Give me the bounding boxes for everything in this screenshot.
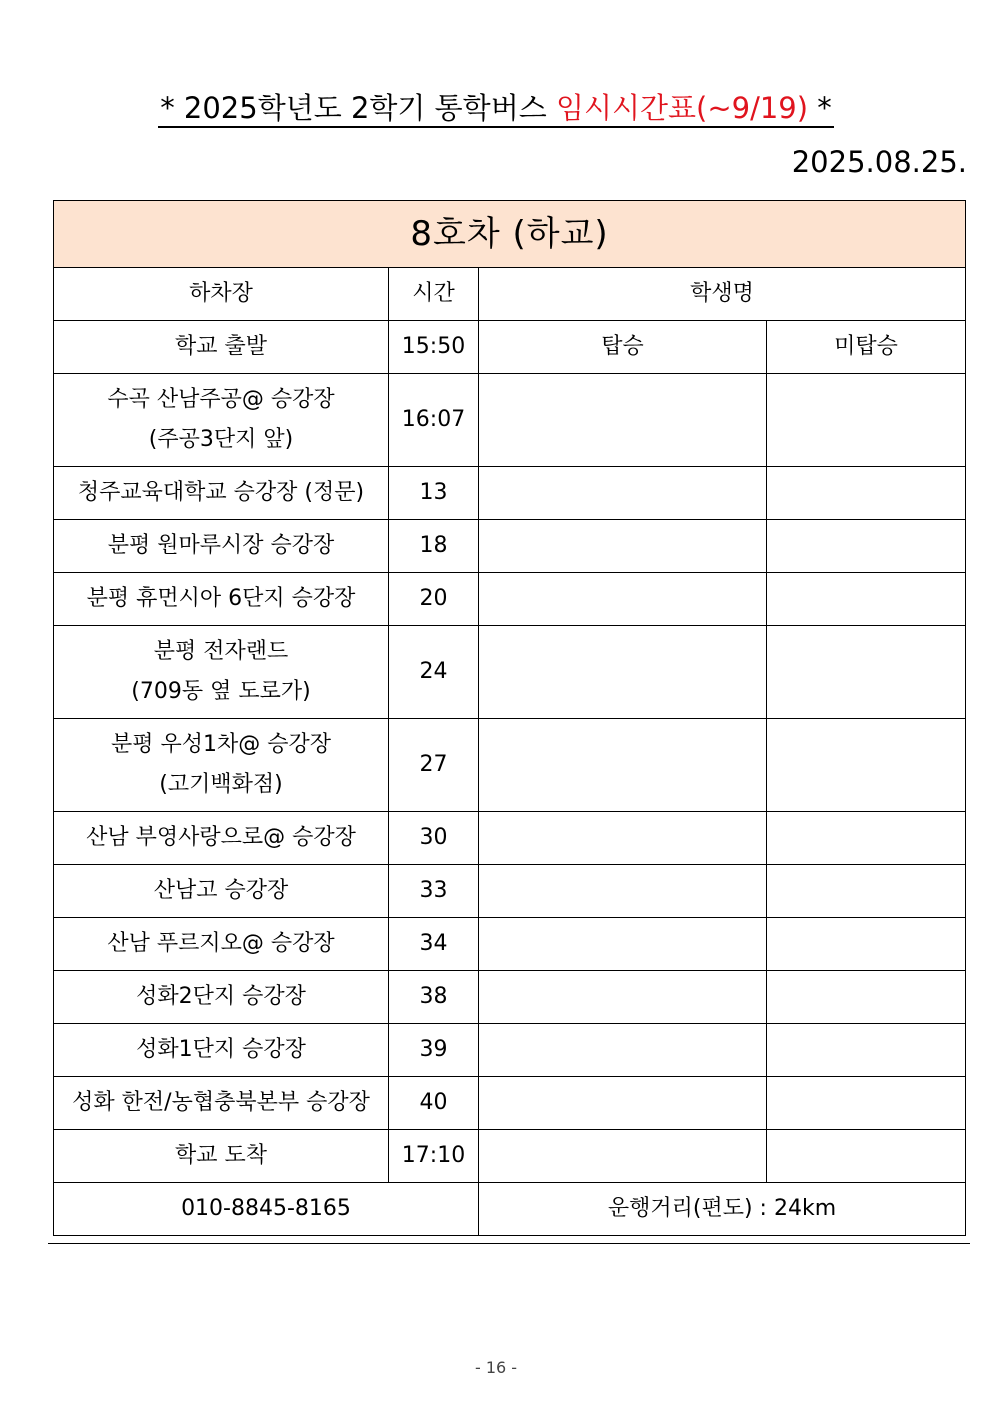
stop-name (54, 520, 389, 573)
arrival-row (54, 1130, 966, 1183)
stop-name (54, 573, 389, 626)
stop-time: 16:07 (389, 374, 479, 467)
route-distance: 운행거리(편도) : 24km (479, 1183, 966, 1236)
boarded-header: 탑승 (479, 321, 767, 374)
not-boarded-cell (767, 1024, 966, 1077)
stop-row (54, 520, 966, 573)
title-highlight: 임시시간표(~9/19) (555, 91, 809, 125)
arrival-stop: 학교 도착 (54, 1130, 389, 1183)
stop-name (54, 1024, 389, 1077)
stop-row (54, 573, 966, 626)
stop-name (54, 374, 389, 467)
stop-name (54, 626, 389, 719)
stop-time: 27 (389, 719, 479, 812)
boarded-cell (479, 865, 767, 918)
stop-name-line1: 성화2단지 승강장 (136, 984, 306, 1009)
stop-row (54, 1077, 966, 1130)
departure-row (54, 321, 966, 374)
not-boarded-cell (767, 971, 966, 1024)
bottom-rule (48, 1243, 970, 1244)
boarded-cell (479, 1024, 767, 1077)
stop-row (54, 719, 966, 812)
arrival-time: 17:10 (389, 1130, 479, 1183)
not-boarded-cell (767, 374, 966, 467)
stop-row (54, 812, 966, 865)
bus-name: 8호차 (하교) (54, 201, 966, 268)
stop-name-line1: 성화 한전/농협충북본부 승강장 (72, 1090, 370, 1115)
stop-time: 30 (389, 812, 479, 865)
not-boarded-cell (767, 626, 966, 719)
document-date: 2025.08.25. (791, 145, 967, 179)
stop-name (54, 865, 389, 918)
stop-name (54, 812, 389, 865)
page-number: - 16 - (474, 1358, 518, 1377)
stop-name-line1: 산남 부영사랑으로@ 승강장 (86, 825, 356, 850)
stop-name (54, 1077, 389, 1130)
stop-name-line1: 산남 푸르지오@ 승강장 (107, 931, 335, 956)
document-title (0, 88, 992, 128)
document-title-text (158, 90, 834, 128)
stop-name (54, 467, 389, 520)
stop-name-line1: 성화1단지 승강장 (136, 1037, 306, 1062)
boarded-cell (479, 520, 767, 573)
stop-row (54, 865, 966, 918)
not-boarded-cell (767, 1077, 966, 1130)
boarded-cell (479, 467, 767, 520)
stop-name-line1: 청주교육대학교 승강장 (정문) (77, 480, 365, 505)
stop-time: 24 (389, 626, 479, 719)
bus-header-row (54, 201, 966, 268)
departure-time: 15:50 (389, 321, 479, 374)
stop-name (54, 719, 389, 812)
stop-time: 39 (389, 1024, 479, 1077)
column-header-time: 시간 (389, 268, 479, 321)
column-header-row (54, 268, 966, 321)
stop-name-line1: 산남고 승강장 (153, 878, 289, 903)
column-header-student: 학생명 (479, 268, 966, 321)
boarded-cell (479, 719, 767, 812)
stop-time: 38 (389, 971, 479, 1024)
stop-name-line1: 수곡 산남주공@ 승강장 (107, 387, 335, 412)
not-boarded-cell (767, 918, 966, 971)
column-header-stop: 하차장 (54, 268, 389, 321)
stop-name-line1: 분평 원마루시장 승강장 (107, 533, 335, 558)
not-boarded-cell (767, 812, 966, 865)
stop-time: 20 (389, 573, 479, 626)
boarded-cell (479, 374, 767, 467)
boarded-cell (479, 971, 767, 1024)
not-boarded-cell (767, 1130, 966, 1183)
footer-row (54, 1183, 966, 1236)
not-boarded-header: 미탑승 (767, 321, 966, 374)
boarded-cell (479, 812, 767, 865)
title-suffix: * (808, 91, 832, 125)
stop-row (54, 467, 966, 520)
stop-row (54, 971, 966, 1024)
departure-stop: 학교 출발 (54, 321, 389, 374)
stop-row (54, 626, 966, 719)
stop-name (54, 918, 389, 971)
stop-time: 33 (389, 865, 479, 918)
not-boarded-cell (767, 719, 966, 812)
stop-name-line1: 분평 우성1차@ 승강장 (111, 732, 331, 757)
boarded-cell (479, 918, 767, 971)
title-prefix: * 2025학년도 2학기 통학버스 (160, 91, 556, 125)
boarded-cell (479, 1130, 767, 1183)
stop-row (54, 374, 966, 467)
boarded-cell (479, 626, 767, 719)
boarded-cell (479, 1077, 767, 1130)
stop-name (54, 971, 389, 1024)
stop-name-line2: (고기백화점) (159, 772, 283, 797)
boarded-cell (479, 573, 767, 626)
stop-row (54, 1024, 966, 1077)
not-boarded-cell (767, 467, 966, 520)
driver-phone: 010-8845-8165 (54, 1183, 479, 1236)
not-boarded-cell (767, 573, 966, 626)
stop-name-line2: (주공3단지 앞) (148, 427, 294, 452)
stop-name-line1: 분평 전자랜드 (153, 639, 289, 664)
stop-name-line1: 분평 휴먼시아 6단지 승강장 (86, 586, 356, 611)
stop-row (54, 918, 966, 971)
not-boarded-cell (767, 520, 966, 573)
stop-time: 18 (389, 520, 479, 573)
stop-time: 34 (389, 918, 479, 971)
stop-time: 40 (389, 1077, 479, 1130)
not-boarded-cell (767, 865, 966, 918)
stop-time: 13 (389, 467, 479, 520)
bus-schedule-table (53, 200, 966, 1236)
stop-name-line2: (709동 옆 도로가) (131, 679, 311, 704)
